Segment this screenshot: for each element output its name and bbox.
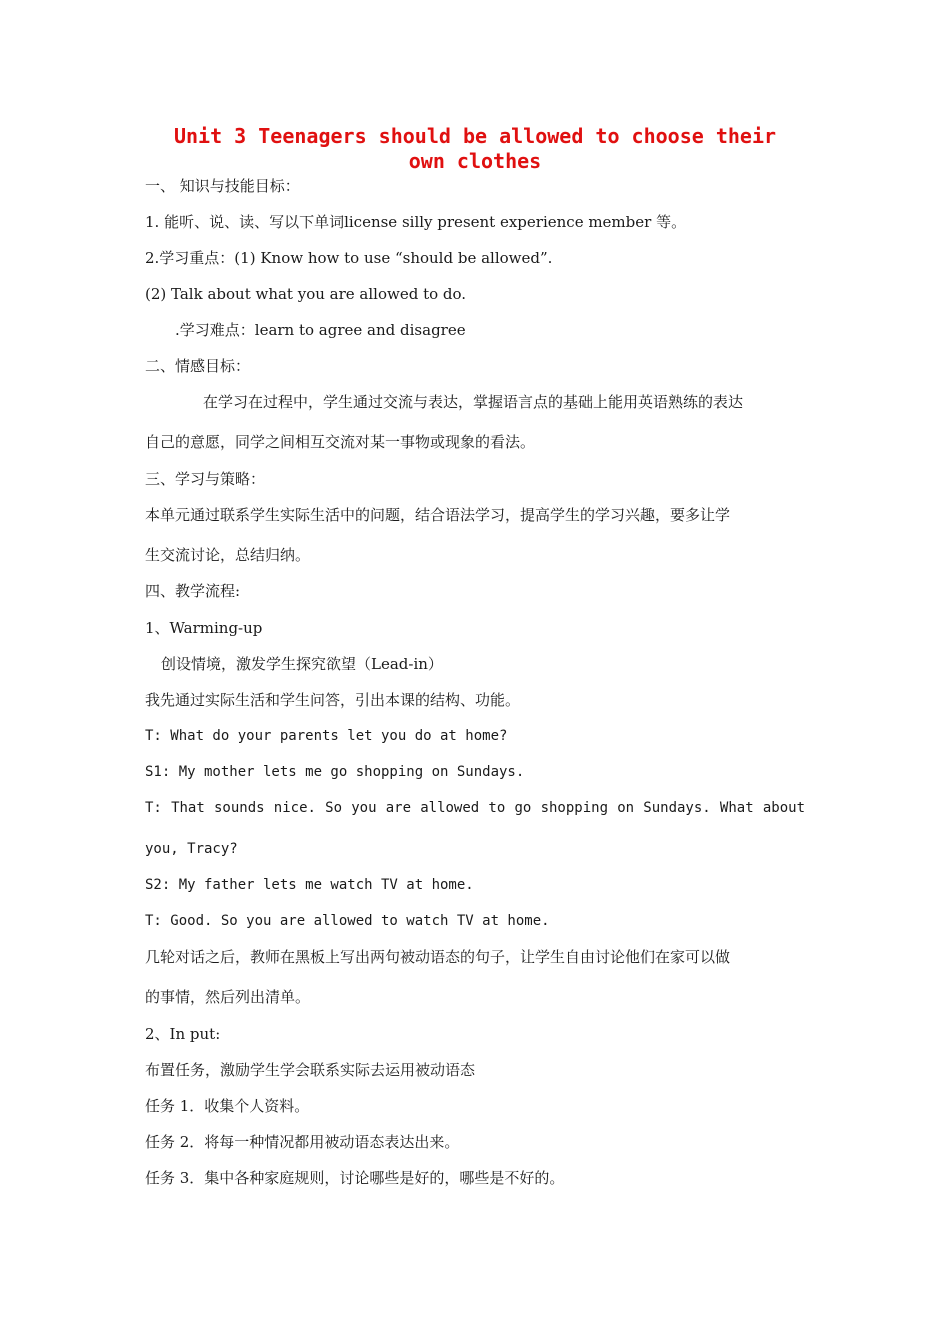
task-1: 任务 1．收集个人资料。 xyxy=(145,1097,310,1115)
lead-in-line: 创设情境，激发学生探究欲望（Lead-in） xyxy=(161,655,443,673)
input-description: 布置任务，激励学生学会联系实际去运用被动语态 xyxy=(145,1061,476,1079)
step-warming-up: 1、Warming-up xyxy=(145,619,263,637)
section-heading-emotional-goals: 二、情感目标： xyxy=(145,357,251,375)
difficulty-line: .学习难点：learn to agree and disagree xyxy=(175,321,466,339)
task-3: 任务 3．集中各种家庭规则，讨论哪些是好的，哪些是不好的。 xyxy=(145,1169,565,1187)
document-title: Unit 3 Teenagers should be allowed to choose their own clothes xyxy=(173,124,777,173)
section-heading-strategy: 三、学习与策略： xyxy=(145,470,266,488)
dialogue-line-t1: T: What do your parents let you do at home? xyxy=(145,728,508,744)
dialogue-line-s1: S1: My mother lets me go shopping on Sundays. xyxy=(145,764,525,780)
emotional-goal-line-1: 在学习在过程中，学生通过交流与表达，掌握语言点的基础上能用英语熟练的表达 xyxy=(203,393,744,411)
step-input: 2、In put: xyxy=(145,1025,221,1043)
section-heading-knowledge-goals: 一、 知识与技能目标： xyxy=(145,177,300,195)
discussion-line-1: 几轮对话之后，教师在黑板上写出两句被动语态的句子，让学生自由讨论他们在家可以做 xyxy=(145,948,731,966)
section-heading-procedure: 四、教学流程: xyxy=(145,582,241,600)
key-point-line-1: 2.学习重点：(1) Know how to use “should be allowed”. xyxy=(145,249,553,267)
task-2: 任务 2．将每一种情况都用被动语态表达出来。 xyxy=(145,1133,460,1151)
strategy-line-1: 本单元通过联系学生实际生活中的问题，结合语法学习，提高学生的学习兴趣，要多让学 xyxy=(145,506,731,524)
dialogue-line-t3: T: Good. So you are allowed to watch TV at home. xyxy=(145,913,550,929)
dialogue-line-t2: T: That sounds nice. So you are allowed to go shopping on Sundays. What about xyxy=(145,800,805,816)
dialogue-line-s2: S2: My father lets me watch TV at home. xyxy=(145,877,474,893)
key-point-line-2: (2) Talk about what you are allowed to do. xyxy=(145,285,467,303)
lead-in-description: 我先通过实际生活和学生问答，引出本课的结构、功能。 xyxy=(145,691,521,709)
vocabulary-goal-line: 1. 能听、说、读、写以下单词license silly present experience member 等。 xyxy=(145,213,687,231)
dialogue-line-t2-continued: you, Tracy? xyxy=(145,841,238,857)
discussion-line-2: 的事情，然后列出清单。 xyxy=(145,988,311,1006)
emotional-goal-line-2: 自己的意愿，同学之间相互交流对某一事物或现象的看法。 xyxy=(145,433,536,451)
strategy-line-2: 生交流讨论，总结归纳。 xyxy=(145,546,311,564)
